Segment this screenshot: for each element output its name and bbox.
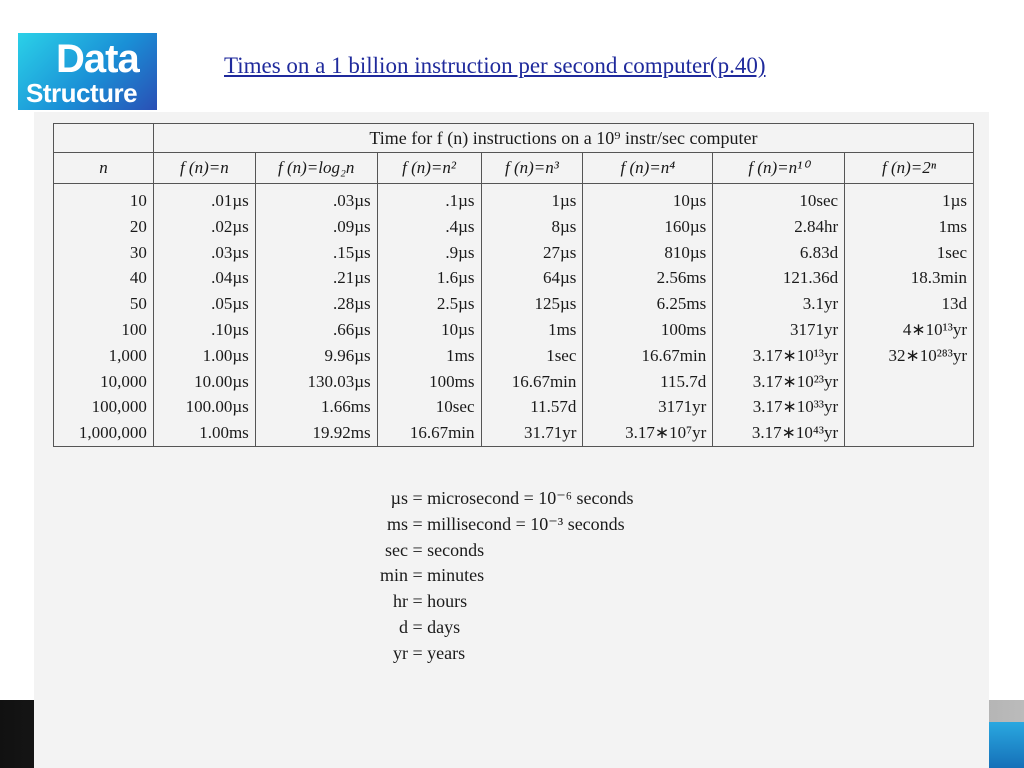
legend-row [352,641,672,667]
legend-definition: = years [408,642,466,663]
table-cell: .28µs [332,294,371,314]
table-cell: 18.3min [910,268,967,288]
table-cell: 100ms [660,319,707,339]
table-cell: 10µs [672,191,707,210]
bottom-accent-shape [988,722,1024,768]
column-linear-values [153,184,255,447]
table-cell: .10µs [211,319,249,339]
table-cell: .04µs [211,268,249,288]
table-cell: 130.03µs [307,371,371,391]
table-cell: .21µs [332,268,371,288]
table-cell: .15µs [332,242,371,262]
table-cell: 10sec [435,397,475,417]
table-cell: 64µs [542,268,577,288]
table-cell [851,394,967,420]
table-cell: 3.17∗10⁴³yr [751,423,839,443]
table-cell: 121.36d [782,268,839,288]
slide-title: Times on a 1 billion instruction per second computer(p.40) [224,53,766,78]
legend-row [352,563,672,589]
legend-definition: = seconds [408,539,485,560]
table-cell: 10 [129,191,147,210]
table-cell: 1,000 [108,345,147,365]
table-cell: 1.00µs [202,345,249,365]
legend-abbreviation: yr [393,642,408,663]
table-cell: 100 [121,319,147,339]
table-cell: 1µs [551,191,577,210]
table-cell: .1µs [445,191,475,210]
column-n-fourth-values [583,184,713,447]
table-cell: 160µs [664,216,707,236]
timing-table-container [53,123,974,445]
table-cell: 115.7d [660,371,707,391]
legend-abbreviation: µs [390,488,408,508]
table-cell: 8µs [551,216,577,236]
table-cell: 27µs [542,242,577,262]
table-cell: .02µs [211,216,249,236]
table-cell: .09µs [332,216,371,236]
table-cell: 1sec [936,242,967,262]
table-cell: 100,000 [91,397,147,417]
table-cell: .03µs [332,191,371,210]
table-cell: .66µs [332,319,371,339]
table-cell: 3.17∗10²³yr [752,371,839,391]
table-cell: 16.67min [641,345,707,365]
column-header-n-squared: f (n)=n² [377,153,481,184]
legend-abbreviation: min [379,565,408,586]
table-cell: 3171yr [789,319,839,339]
table-cell: 10.00µs [194,371,249,391]
legend-row [352,512,672,538]
table-cell: 1ms [938,216,967,236]
table-cell: 1,000,000 [78,423,147,443]
table-cell: 6.25ms [656,294,707,314]
column-n-squared-values [377,184,481,447]
table-cell: 3.17∗10³³yr [752,397,839,417]
column-exponential-values [845,184,974,447]
table-cell: 1µs [942,191,967,210]
column-header-linear: f (n)=n [153,153,255,184]
column-header-n-tenth: f (n)=n¹⁰ [713,153,845,184]
table-cell: .05µs [211,294,249,314]
legend-definition: = minutes [408,565,485,586]
table-cell: 1.6µs [436,268,475,288]
table-cell [851,420,967,446]
legend-definition: = hours [408,591,468,612]
table-cell: 3.1yr [802,294,839,314]
legend-definition: = millisecond = 10⁻³ seconds [408,513,625,534]
column-header-log: f (n)=log₂n [255,153,377,184]
legend-abbreviation: d [399,616,408,637]
table-cell: 11.57d [530,397,577,417]
data-structure-logo [18,33,157,110]
table-cell: 125µs [534,294,577,314]
table-cell: 2.5µs [436,294,475,314]
table-cell: 50 [129,294,147,314]
legend-row [352,486,672,512]
table-cell: .4µs [445,216,475,236]
table-cell: 10µs [441,319,475,339]
table-cell: 13d [941,294,967,314]
table-cell: 2.56ms [656,268,707,288]
column-header-n-cubed: f (n)=n³ [481,153,583,184]
column-n-tenth-values [713,184,845,447]
table-cell: 30 [129,242,147,262]
units-legend [352,486,672,667]
table-cell: .03µs [211,242,249,262]
table-cell: 32∗10²⁸³yr [888,345,967,365]
table-cell: 31.71yr [523,423,577,443]
table-cell: 19.92ms [312,423,371,443]
table-cell: 810µs [664,242,707,262]
table-cell: 1.00ms [199,423,249,443]
table-cell: 16.67min [511,371,577,391]
logo-line-structure: Structure [26,78,138,108]
logo-line-data: Data [56,37,139,81]
table-cell: 1sec [546,345,577,365]
column-header-exponential: f (n)=2ⁿ [845,153,974,184]
column-log-values [255,184,377,447]
table-cell: 100.00µs [185,397,249,417]
table-cell: 40 [129,268,147,288]
table-cell: 2.84hr [794,216,839,236]
table-cell: 3.17∗10⁷yr [625,423,707,443]
legend-row [352,615,672,641]
legend-row [352,589,672,615]
column-n-cubed-values [481,184,583,447]
legend-definition: = days [408,616,461,637]
table-cell: 1ms [446,345,475,365]
table-cell: .9µs [445,242,475,262]
timing-table [53,123,974,447]
legend-row [352,538,672,564]
column-header-n: n [54,153,154,184]
table-cell: 10,000 [100,371,147,391]
table-cell: .01µs [211,191,249,210]
table-cell: 16.67min [409,423,475,443]
table-main-header: Time for f (n) instructions on a 10⁹ instr/sec computer [153,124,973,153]
legend-abbreviation: sec [385,539,408,560]
column-n-values [54,184,154,447]
legend-abbreviation: hr [393,591,408,612]
table-cell: 100ms [429,371,475,391]
table-cell: 1ms [548,319,577,339]
legend-abbreviation: ms [386,513,408,534]
table-cell: 20 [129,216,147,236]
table-cell: 9.96µs [324,345,371,365]
table-cell: 6.83d [799,242,839,262]
table-cell [851,369,967,395]
table-cell: 10sec [799,191,839,210]
table-cell: 3171yr [658,397,707,417]
table-cell: 3.17∗10¹³yr [752,345,839,365]
legend-definition: = microsecond = 10⁻⁶ seconds [408,488,634,508]
column-header-n-fourth: f (n)=n⁴ [583,153,713,184]
table-cell: 1.66ms [321,397,371,417]
table-cell: 4∗10¹³yr [902,319,967,339]
